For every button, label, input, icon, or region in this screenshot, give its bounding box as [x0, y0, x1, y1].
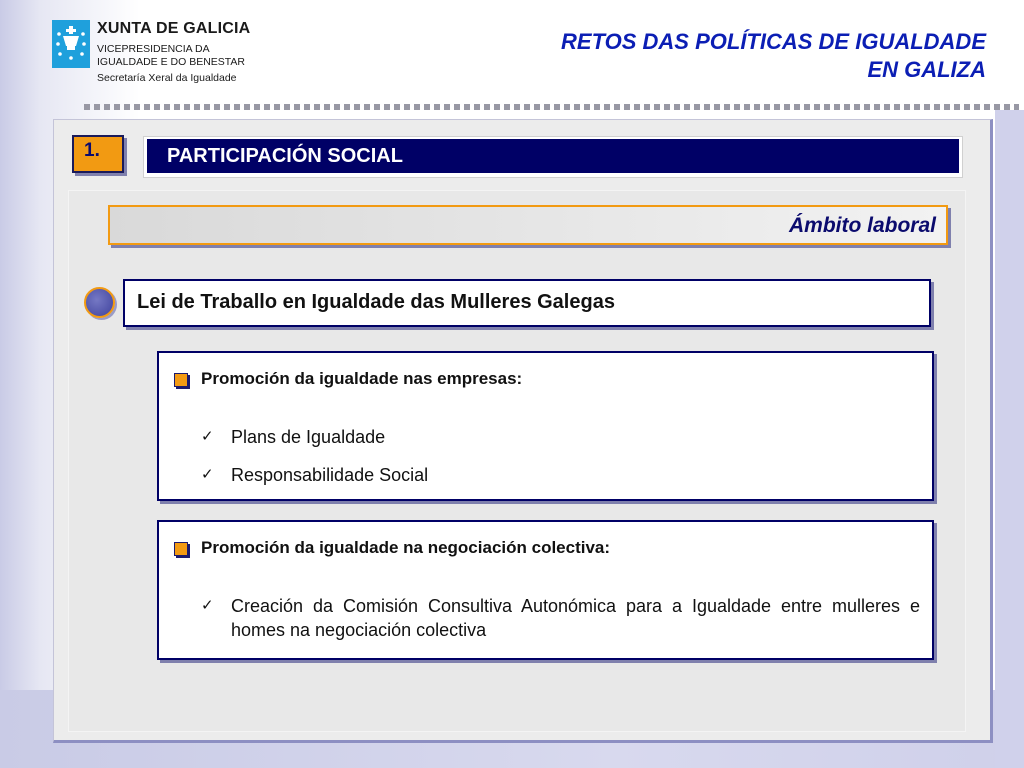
- check-icon: ✓: [201, 466, 214, 483]
- check-icon: ✓: [201, 428, 214, 445]
- block-empresas: [157, 351, 934, 501]
- list-item: [201, 463, 920, 487]
- list-item-text: Creación da Comisión Consultiva Autonómica para a Igualdade entre mulleres e homes na negociación colectiva: [231, 596, 920, 640]
- ambito-label: Ámbito laboral: [788, 214, 936, 237]
- logo-line-2: IGUALDADE E DO BENESTAR: [97, 56, 246, 68]
- square-bullet-icon: [174, 373, 188, 387]
- dotted-divider: [84, 104, 1019, 110]
- logo-line-1: VICEPRESIDENCIA DA: [97, 43, 210, 55]
- logo-line-3: Secretaría Xeral da Igualdade: [97, 72, 237, 84]
- law-title: Lei de Traballo en Igualdade das Mulleres Galegas: [137, 291, 615, 313]
- ambito-banner: [108, 205, 948, 245]
- slide-title: [426, 28, 986, 84]
- section-title: PARTICIPACIÓN SOCIAL: [147, 139, 959, 173]
- list-item: [201, 425, 920, 449]
- logo-title: XUNTA DE GALICIA: [97, 20, 251, 37]
- slide-title-line-2: EN GALIZA: [867, 57, 986, 82]
- list-item: [201, 594, 920, 642]
- check-icon: ✓: [201, 597, 214, 614]
- block-negociacion: [157, 520, 934, 660]
- xunta-logo: [52, 20, 292, 90]
- square-bullet-icon: [174, 542, 188, 556]
- section-header: [143, 136, 963, 178]
- law-box: [123, 279, 931, 327]
- right-band: [995, 110, 1024, 768]
- list-item-text: Plans de Igualdade: [231, 427, 386, 447]
- galicia-emblem-icon: [52, 20, 90, 68]
- list-item-text: Responsabilidade Social: [231, 465, 429, 485]
- section-number: 1.: [72, 135, 124, 173]
- block-heading: Promoción da igualdade nas empresas:: [201, 369, 523, 388]
- block-heading: Promoción da igualdade na negociación colectiva:: [201, 538, 611, 557]
- circle-bullet-icon: [84, 287, 115, 318]
- slide-title-line-1: RETOS DAS POLÍTICAS DE IGUALDADE: [561, 29, 986, 54]
